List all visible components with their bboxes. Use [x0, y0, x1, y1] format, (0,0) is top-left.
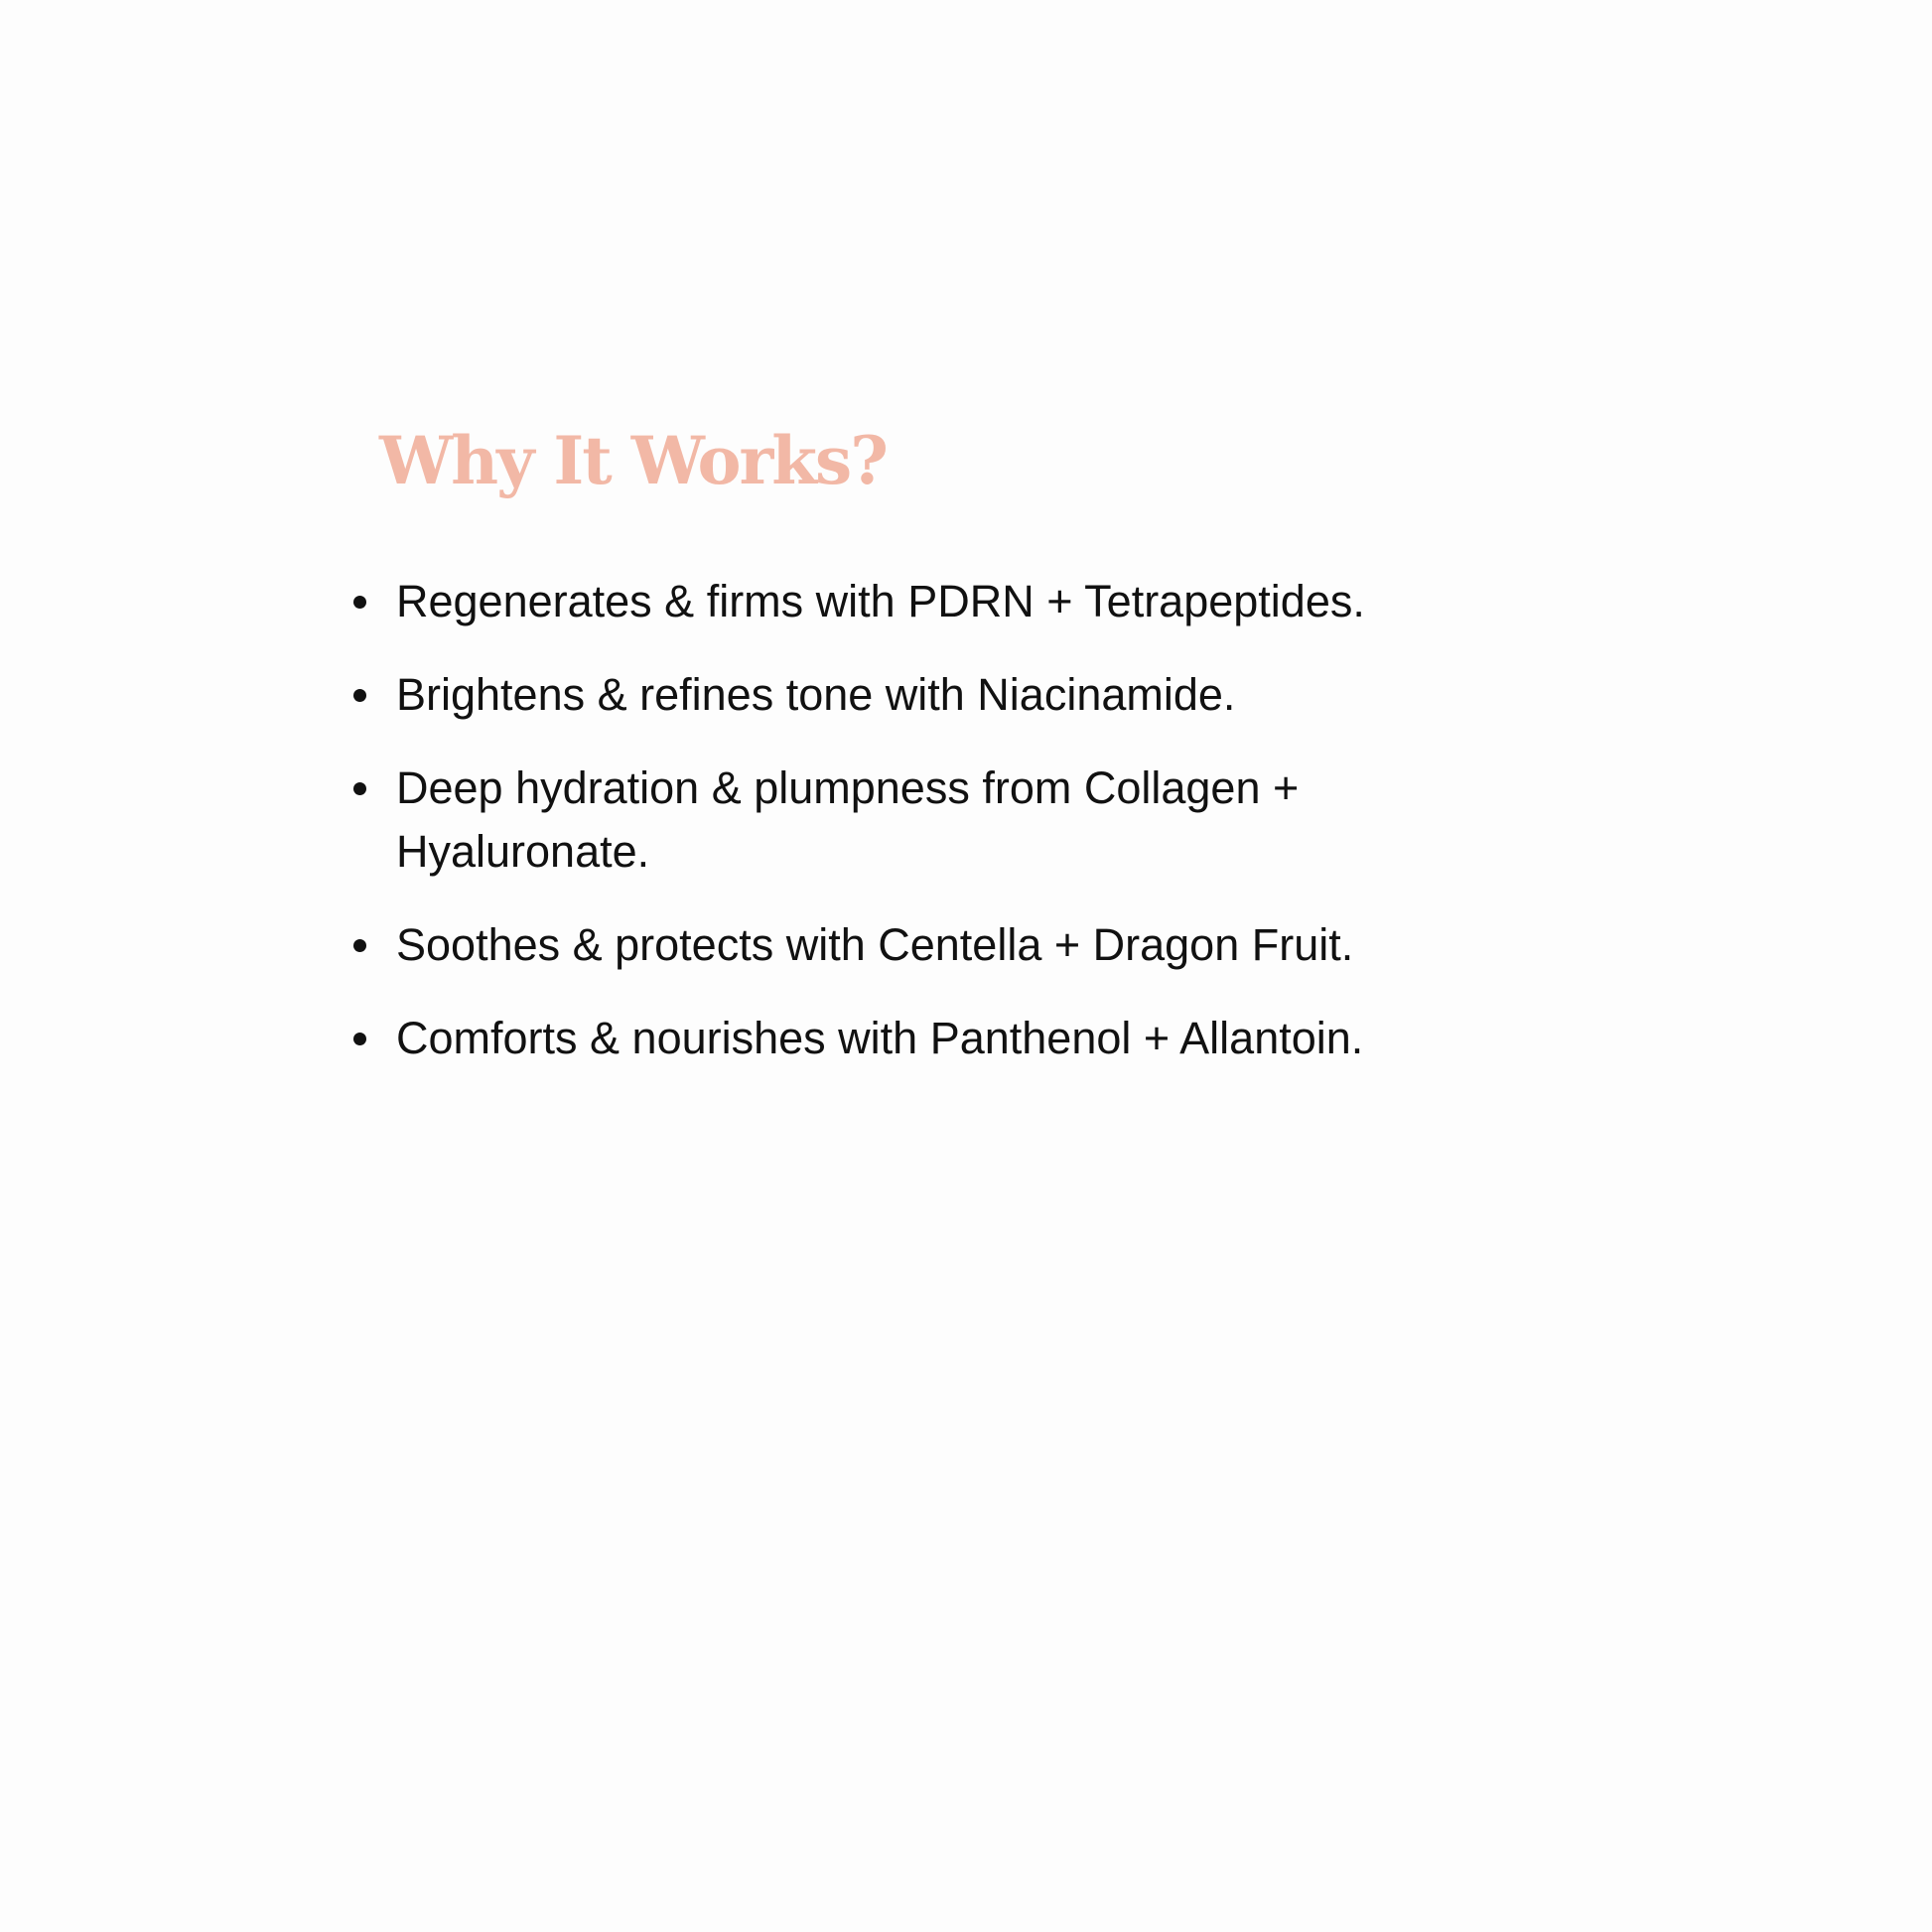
list-item [349, 913, 1468, 977]
list-item [349, 1007, 1468, 1070]
bullet-icon [353, 596, 366, 609]
why-it-works-section [349, 422, 1590, 1100]
section-heading: Why It Works? [379, 422, 887, 499]
list-item-text: Soothes & protects with Centella + Dragon Fruit. [396, 919, 1354, 971]
list-item [349, 663, 1468, 727]
bullet-icon [353, 782, 366, 795]
list-item [349, 757, 1468, 884]
list-item-text: Comforts & nourishes with Panthenol + Allantoin. [396, 1013, 1364, 1064]
bullet-icon [353, 689, 366, 702]
bullet-icon [353, 1033, 366, 1045]
bullet-icon [353, 939, 366, 952]
list-item-text: Brightens & refines tone with Niacinamide. [396, 669, 1236, 721]
list-item-text: Regenerates & firms with PDRN + Tetrapeptides. [396, 576, 1365, 627]
list-item-text: Deep hydration & plumpness from Collagen + Hyaluronate. [396, 762, 1300, 878]
benefits-list [349, 570, 1590, 1070]
list-item [349, 570, 1468, 633]
